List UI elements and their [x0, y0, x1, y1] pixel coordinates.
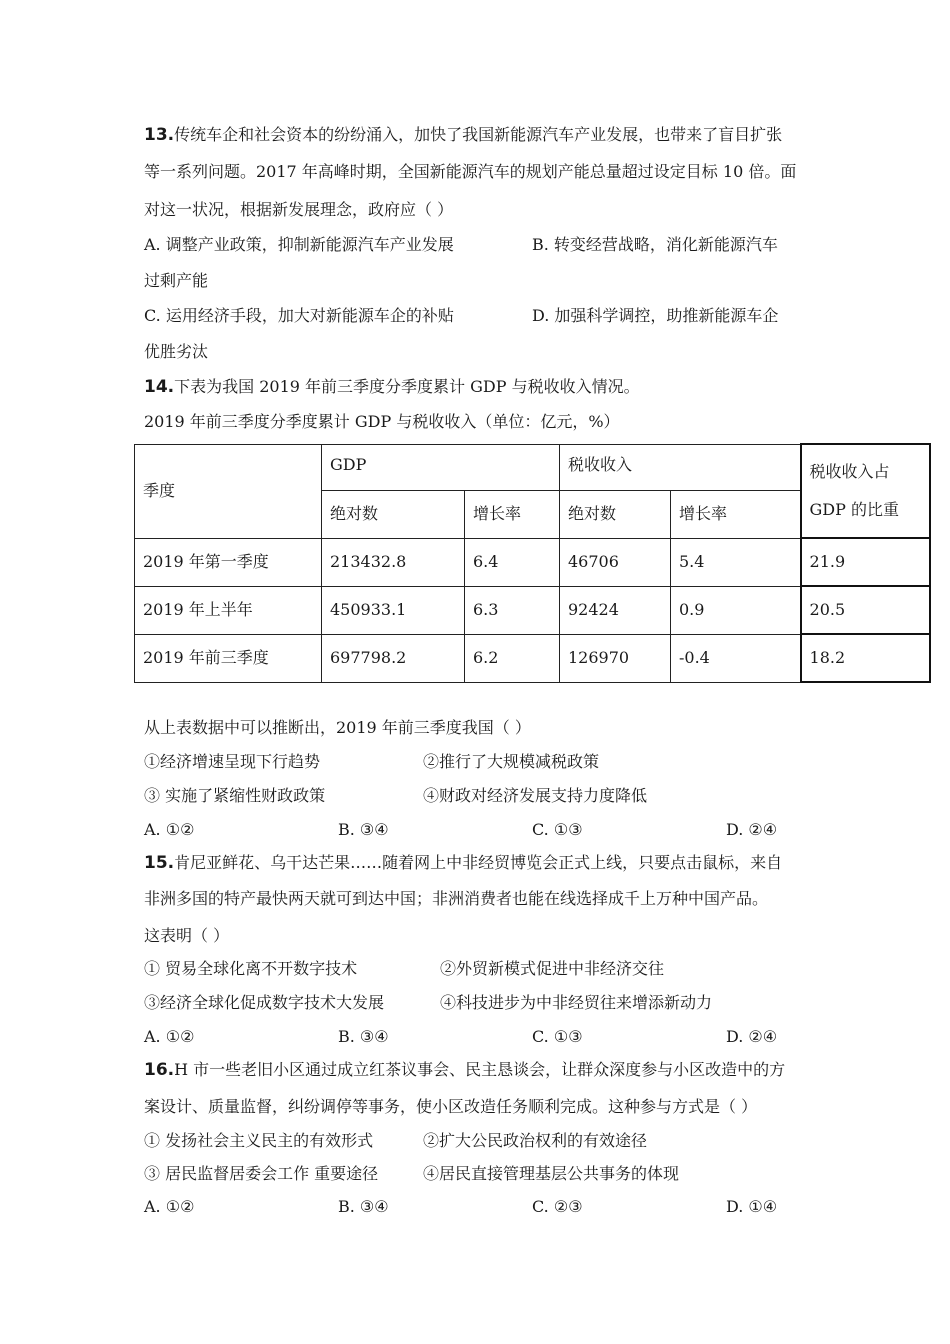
q14-stem-line-1: 14.下表为我国 2019 年前三季度分季度累计 GDP 与税收收入情况。: [144, 377, 640, 397]
q15-option-b[interactable]: B. ③④: [338, 1027, 389, 1046]
q13-option-d[interactable]: D. 加强科学调控，助推新能源车企: [532, 306, 779, 325]
q16-statement-4: ④居民直接管理基层公共事务的体现: [423, 1164, 680, 1183]
cell-tax-rate: 5.4: [671, 538, 801, 586]
q14-stem-line-2: 从上表数据中可以推断出，2019 年前三季度我国（ ）: [144, 718, 531, 737]
q16-statement-1: ① 发扬社会主义民主的有效形式: [144, 1131, 374, 1150]
q14-option-b[interactable]: B. ③④: [338, 820, 389, 839]
q14-statement-2: ②推行了大规模减税政策: [423, 752, 600, 771]
table-row: [135, 634, 930, 682]
cell-quarter: 2019 年前三季度: [135, 634, 322, 682]
q15-stem-line-1: 15.肯尼亚鲜花、乌干达芒果……随着网上中非经贸博览会正式上线，只要点击鼠标，来自: [144, 853, 783, 873]
q16-option-a[interactable]: A. ①②: [144, 1197, 195, 1216]
cell-ratio: 21.9: [801, 538, 930, 586]
table-row: [135, 538, 930, 586]
cell-quarter: 2019 年上半年: [135, 586, 322, 634]
q14-number: 14.: [144, 377, 175, 397]
q15-statement-2: ②外贸新模式促进中非经济交往: [440, 959, 665, 978]
q14-option-a[interactable]: A. ①②: [144, 820, 195, 839]
q14-option-d[interactable]: D. ②④: [726, 820, 778, 839]
q15-statement-4: ④科技进步为中非经贸往来增添新动力: [440, 993, 713, 1012]
cell-gdp-rate: 6.2: [465, 634, 560, 682]
cell-gdp-absolute: 697798.2: [322, 634, 465, 682]
q14-statement-3: ③ 实施了紧缩性财政政策: [144, 786, 326, 805]
q15-stem-line-3: 这表明（ ）: [144, 926, 230, 945]
header-gdp: GDP: [322, 444, 560, 490]
cell-tax-absolute: 126970: [560, 634, 671, 682]
q16-statement-3: ③ 居民监督居委会工作 重要途径: [144, 1164, 379, 1183]
q13-option-b[interactable]: B. 转变经营战略，消化新能源汽车: [532, 235, 778, 254]
cell-tax-absolute: 92424: [560, 586, 671, 634]
cell-quarter: 2019 年第一季度: [135, 538, 322, 586]
table-caption: 2019 年前三季度分季度累计 GDP 与税收收入（单位：亿元，%）: [144, 412, 620, 431]
q13-stem-line-1: 13.传统车企和社会资本的纷纷涌入，加快了我国新能源汽车产业发展，也带来了盲目扩张: [144, 125, 783, 145]
q16-option-b[interactable]: B. ③④: [338, 1197, 389, 1216]
q16-option-c[interactable]: C. ②③: [532, 1197, 583, 1216]
cell-ratio: 20.5: [801, 586, 930, 634]
q14-statement-4: ④财政对经济发展支持力度降低: [423, 786, 648, 805]
q15-option-a[interactable]: A. ①②: [144, 1027, 195, 1046]
q14-option-c[interactable]: C. ①③: [532, 820, 583, 839]
header-quarter: 季度: [135, 444, 322, 538]
q13-stem-line-3: 对这一状况，根据新发展理念，政府应（ ）: [144, 200, 454, 219]
q15-statement-1: ① 贸易全球化离不开数字技术: [144, 959, 358, 978]
q13-option-d-continued: 优胜劣汰: [144, 342, 209, 361]
q13-number: 13.: [144, 125, 175, 145]
cell-gdp-absolute: 450933.1: [322, 586, 465, 634]
q15-option-d[interactable]: D. ②④: [726, 1027, 778, 1046]
q15-stem-line-2: 非洲多国的特产最快两天就可到达中国；非洲消费者也能在线选择成千上万种中国产品。: [144, 889, 769, 908]
q16-number: 16.: [144, 1060, 175, 1080]
gdp-tax-table: [134, 443, 931, 683]
cell-tax-rate: 0.9: [671, 586, 801, 634]
q15-statement-3: ③经济全球化促成数字技术大发展: [144, 993, 385, 1012]
cell-gdp-rate: 6.3: [465, 586, 560, 634]
header-tax-rate: 增长率: [671, 490, 801, 538]
q15-option-c[interactable]: C. ①③: [532, 1027, 583, 1046]
table-row: [135, 586, 930, 634]
cell-tax-absolute: 46706: [560, 538, 671, 586]
q13-stem-line-2: 等一系列问题。2017 年高峰时期，全国新能源汽车的规划产能总量超过设定目标 10 倍。面: [144, 162, 797, 181]
q13-option-a[interactable]: A. 调整产业政策，抑制新能源汽车产业发展: [144, 235, 454, 254]
q14-statement-1: ①经济增速呈现下行趋势: [144, 752, 321, 771]
header-gdp-absolute: 绝对数: [322, 490, 465, 538]
header-tax-absolute: 绝对数: [560, 490, 671, 538]
q16-option-d[interactable]: D. ①④: [726, 1197, 778, 1216]
cell-gdp-absolute: 213432.8: [322, 538, 465, 586]
q13-option-c[interactable]: C. 运用经济手段，加大对新能源车企的补贴: [144, 306, 454, 325]
q13-option-b-continued: 过剩产能: [144, 271, 209, 290]
header-gdp-rate: 增长率: [465, 490, 560, 538]
q16-stem-line-2: 案设计、质量监督，纠纷调停等事务，使小区改造任务顺利完成。这种参与方式是（ ）: [144, 1097, 758, 1116]
q16-stem-line-1: 16.H 市一些老旧小区通过成立红茶议事会、民主恳谈会，让群众深度参与小区改造中的方: [144, 1060, 786, 1080]
cell-gdp-rate: 6.4: [465, 538, 560, 586]
cell-ratio: 18.2: [801, 634, 930, 682]
header-ratio: 税收收入占 GDP 的比重: [801, 444, 930, 538]
q16-statement-2: ②扩大公民政治权利的有效途径: [423, 1131, 648, 1150]
cell-tax-rate: -0.4: [671, 634, 801, 682]
q15-number: 15.: [144, 853, 175, 873]
header-tax: 税收收入: [560, 444, 801, 490]
